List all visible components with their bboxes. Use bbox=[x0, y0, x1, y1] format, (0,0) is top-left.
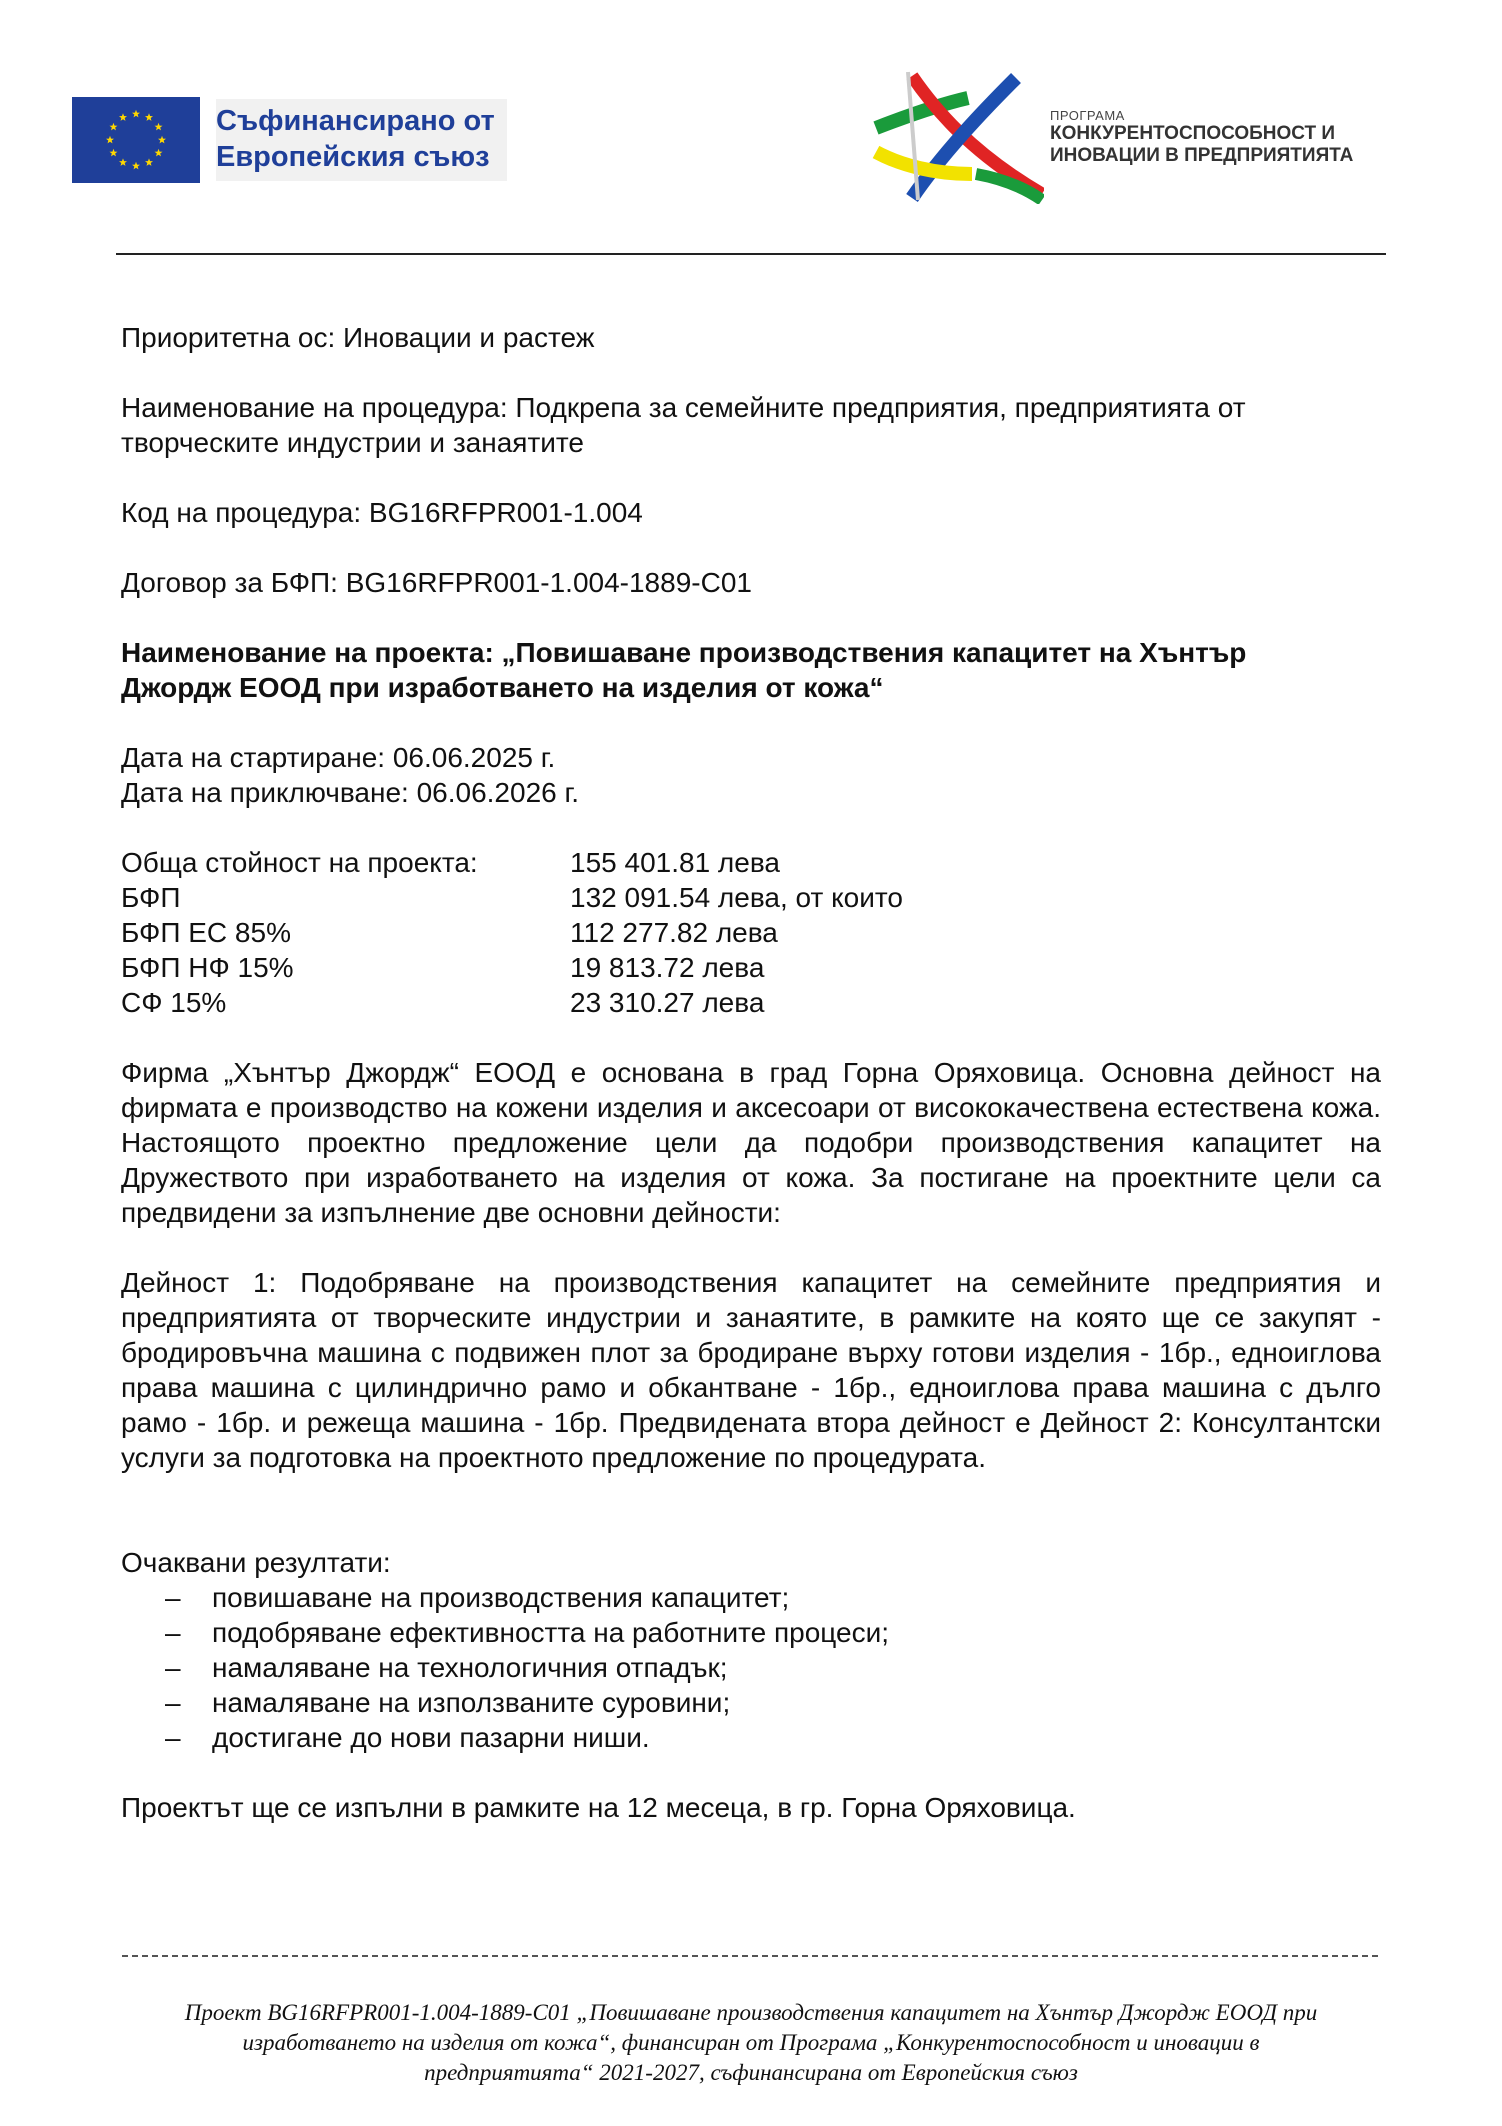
header-divider bbox=[116, 253, 1386, 255]
finance-label: БФП ЕС 85% bbox=[121, 917, 291, 948]
footer-line3: предприятията“ 2021-2027, съфинансирана от Европейския съюз bbox=[424, 2060, 1078, 2085]
eu-star-icon bbox=[119, 158, 127, 166]
eu-star-icon bbox=[106, 136, 114, 144]
eu-star-icon bbox=[155, 123, 163, 131]
eu-text-line1: Съфинансирано от bbox=[216, 105, 495, 137]
eu-cofunded-logo bbox=[72, 96, 507, 184]
list-item-text: достигане до нови пазарни ниши. bbox=[212, 1722, 650, 1753]
program-name-line1: КОНКУРЕНТОСПОСОБНОСТ И bbox=[1050, 122, 1336, 144]
program-label: ПРОГРАМА bbox=[1050, 107, 1125, 123]
finance-label: БФП НФ 15% bbox=[121, 952, 294, 983]
finance-table bbox=[121, 845, 1381, 1020]
finance-row bbox=[121, 915, 1381, 950]
company-paragraph: Фирма „Хънтър Джордж“ ЕООД е основана в град Горна Оряховица. Основна дейност на фирмата е производство на кожени изделия и аксесоари от висококачествена естествена кожа. Настоящото проектно предложение цели да подобри производствения капацитет на Дружеството при изработването на изделия от кожа. За постигане на проектните цели са предвидени за изпълнение две основни дейности: bbox=[121, 1057, 1381, 1228]
program-name-line2: ИНОВАЦИИ В ПРЕДПРИЯТИЯТА bbox=[1050, 144, 1354, 166]
footer-line1: Проект BG16RFPR001-1.004-1889-C01 „Повишаване производствения капацитет на Хънтър Джордж ЕООД при bbox=[184, 2000, 1318, 2025]
list-item bbox=[121, 1580, 1381, 1615]
eu-star-icon bbox=[155, 149, 163, 157]
activity-paragraph: Дейност 1: Подобряване на производствения капацитет на семейните предприятия и предприятията от творческите индустрии и занаятите, в рамките на която ще се закупят - бродировъчна машина с подвижен плот за бродиране върху готови изделия - 1бр., едноиглова права машина с цилиндрично рамо и обкантване - 1бр., едноиглова права машина с дълго рамо - 1бр. и режеща машина - 1бр. Предвидената втора дейност е Дейност 2: Консултантски услуги за подготовка на проектното предложение по процедурата. bbox=[121, 1267, 1381, 1473]
finance-value: 155 401.81 лева bbox=[570, 847, 780, 878]
procedure-name-line1: Наименование на процедура: Подкрепа за семейните предприятия, предприятията от bbox=[121, 392, 1246, 423]
footer-note bbox=[116, 1998, 1386, 2088]
eu-star-icon bbox=[132, 110, 140, 118]
finance-value: 132 091.54 лева, от които bbox=[570, 882, 903, 913]
list-dash: – bbox=[165, 1687, 181, 1718]
results-list bbox=[121, 1580, 1381, 1755]
eu-star-icon bbox=[145, 158, 153, 166]
list-item-text: намаляване на използваните суровини; bbox=[212, 1687, 731, 1718]
eu-cofunded-text bbox=[216, 99, 507, 181]
list-dash: – bbox=[165, 1582, 181, 1613]
project-name-line1: Наименование на проекта: „Повишаване производствения капацитет на Хънтър bbox=[121, 637, 1247, 668]
list-item-text: намаляване на технологичния отпадък; bbox=[212, 1652, 728, 1683]
finance-row bbox=[121, 880, 1381, 915]
procedure-code: Код на процедура: BG16RFPR001-1.004 bbox=[121, 497, 643, 528]
program-logo bbox=[872, 70, 1353, 204]
list-dash: – bbox=[165, 1652, 181, 1683]
eu-star-icon bbox=[132, 162, 140, 170]
end-date: Дата на приключване: 06.06.2026 г. bbox=[121, 777, 580, 808]
list-item-text: повишаване на производствения капацитет; bbox=[212, 1582, 790, 1613]
eu-star-icon bbox=[119, 113, 127, 121]
program-emblem-icon bbox=[872, 70, 1044, 204]
eu-text-line2: Европейския съюз bbox=[216, 141, 490, 173]
footer-divider bbox=[122, 1955, 1378, 1957]
list-item bbox=[121, 1650, 1381, 1685]
procedure-name-line2: творческите индустрии и занаятите bbox=[121, 427, 584, 458]
finance-row bbox=[121, 845, 1381, 880]
list-item bbox=[121, 1720, 1381, 1755]
document-body bbox=[121, 320, 1381, 1825]
eu-star-icon bbox=[158, 136, 166, 144]
finance-value: 19 813.72 лева bbox=[570, 952, 765, 983]
finance-value: 112 277.82 лева bbox=[570, 917, 778, 948]
finance-label: БФП bbox=[121, 882, 181, 913]
list-item bbox=[121, 1615, 1381, 1650]
priority-axis: Приоритетна ос: Иновации и растеж bbox=[121, 322, 595, 353]
closing-statement: Проектът ще се изпълни в рамките на 12 месеца, в гр. Горна Оряховица. bbox=[121, 1792, 1076, 1823]
eu-stars-icon bbox=[72, 97, 200, 183]
results-heading: Очаквани резултати: bbox=[121, 1547, 391, 1578]
eu-star-icon bbox=[109, 123, 117, 131]
finance-label: Обща стойност на проекта: bbox=[121, 847, 478, 878]
list-item-text: подобряване ефективността на работните процеси; bbox=[212, 1617, 890, 1648]
eu-star-icon bbox=[145, 113, 153, 121]
finance-row bbox=[121, 985, 1381, 1020]
program-logo-text bbox=[1050, 108, 1353, 167]
list-item bbox=[121, 1685, 1381, 1720]
list-dash: – bbox=[165, 1722, 181, 1753]
list-dash: – bbox=[165, 1617, 181, 1648]
finance-row bbox=[121, 950, 1381, 985]
start-date: Дата на стартиране: 06.06.2025 г. bbox=[121, 742, 556, 773]
finance-value: 23 310.27 лева bbox=[570, 987, 765, 1018]
project-name-line2: Джордж ЕООД при изработването на изделия от кожа“ bbox=[121, 672, 884, 703]
finance-label: СФ 15% bbox=[121, 987, 227, 1018]
eu-star-icon bbox=[109, 149, 117, 157]
eu-flag-icon bbox=[72, 97, 200, 183]
footer-line2: изработването на изделия от кожа“, финансиран от Програма „Конкурентоспособност и иновации в bbox=[242, 2030, 1260, 2055]
contract-number: Договор за БФП: BG16RFPR001-1.004-1889-C01 bbox=[121, 567, 752, 598]
